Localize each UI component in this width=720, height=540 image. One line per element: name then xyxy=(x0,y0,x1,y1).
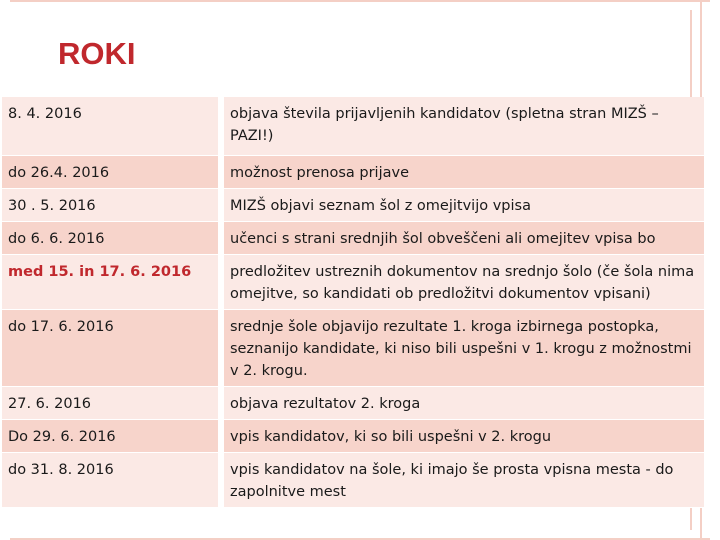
description-cell: srednje šole objavijo rezultate 1. kroga izbirnega postopka, seznanijo kandidate, ki niso bili uspešni v 1. krogu z možnostmi v 2. krogu. xyxy=(221,309,704,386)
table-row xyxy=(2,97,704,155)
date-cell: do 31. 8. 2016 xyxy=(2,452,221,507)
description-cell: vpis kandidatov na šole, ki imajo še prosta vpisna mesta - do zapolnitve mest xyxy=(221,452,704,507)
slide-border-top xyxy=(10,0,710,2)
description-cell: predložitev ustreznih dokumentov na srednjo šolo (če šola nima omejitve, so kandidati ob predložitvi dokumentov vpisani) xyxy=(221,254,704,309)
description-cell: učenci s strani srednjih šol obveščeni ali omejitev vpisa bo xyxy=(221,221,704,254)
table-row xyxy=(2,452,704,507)
table-row xyxy=(2,155,704,188)
table-row xyxy=(2,309,704,386)
date-cell: do 26.4. 2016 xyxy=(2,155,221,188)
description-cell: objava rezultatov 2. kroga xyxy=(221,386,704,419)
date-cell: 27. 6. 2016 xyxy=(2,386,221,419)
date-cell: do 6. 6. 2016 xyxy=(2,221,221,254)
table-row xyxy=(2,386,704,419)
date-cell: Do 29. 6. 2016 xyxy=(2,419,221,452)
date-cell-highlighted: med 15. in 17. 6. 2016 xyxy=(2,254,221,309)
table-row xyxy=(2,254,704,309)
table-row xyxy=(2,188,704,221)
page-title: ROKI xyxy=(58,36,136,71)
description-cell: možnost prenosa prijave xyxy=(221,155,704,188)
date-cell: do 17. 6. 2016 xyxy=(2,309,221,386)
table-row xyxy=(2,221,704,254)
table-row xyxy=(2,419,704,452)
date-cell: 8. 4. 2016 xyxy=(2,97,221,155)
date-cell: 30 . 5. 2016 xyxy=(2,188,221,221)
description-cell: MIZŠ objavi seznam šol z omejitvijo vpisa xyxy=(221,188,704,221)
description-cell: vpis kandidatov, ki so bili uspešni v 2. krogu xyxy=(221,419,704,452)
description-cell: objava števila prijavljenih kandidatov (spletna stran MIZŠ – PAZI!) xyxy=(221,97,704,155)
schedule-table xyxy=(2,97,704,508)
